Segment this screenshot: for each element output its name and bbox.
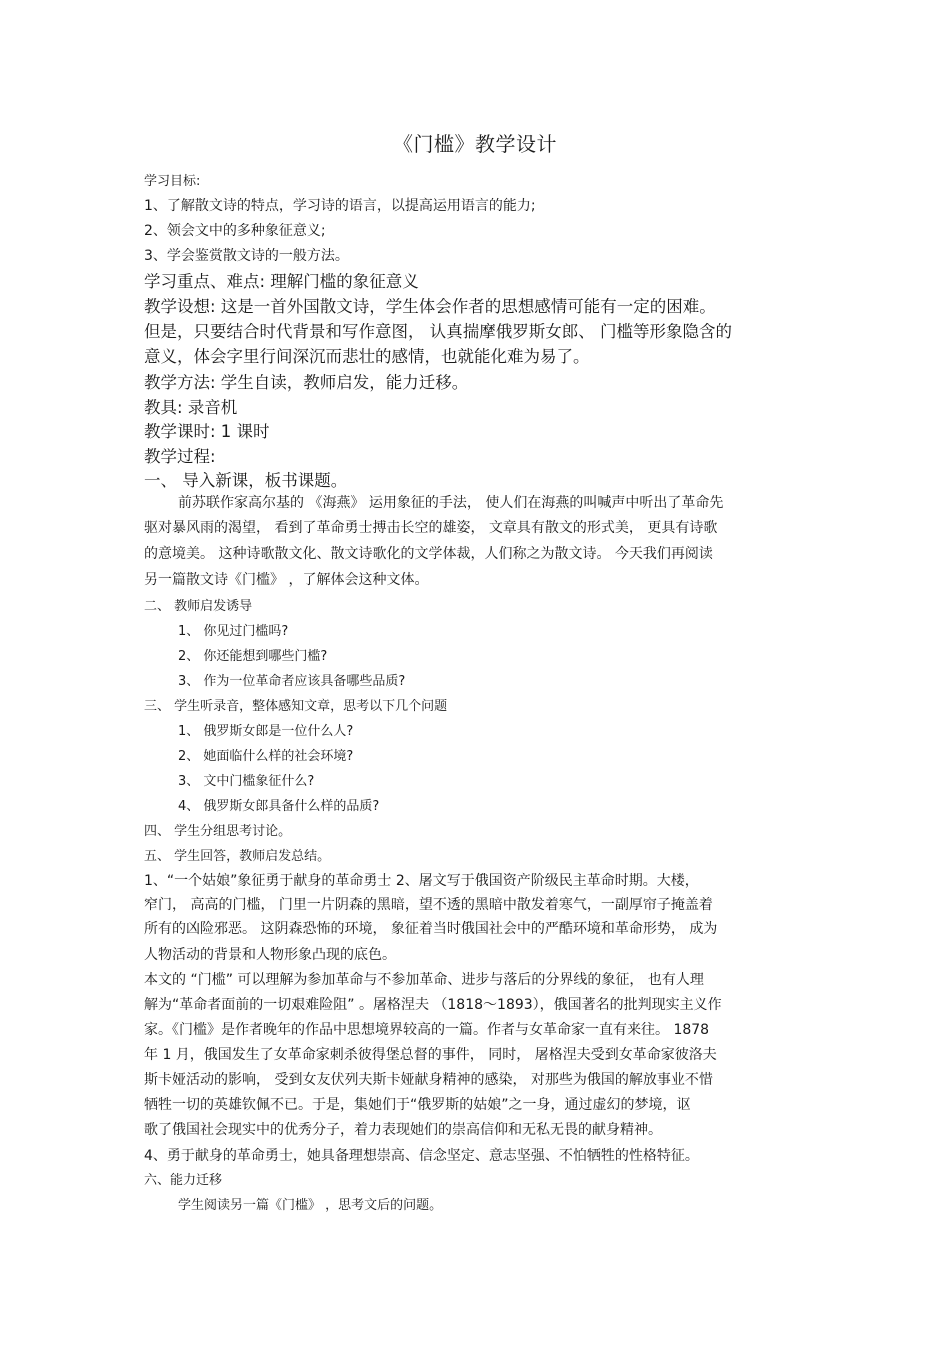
question-2-2: 2、 你还能想到哪些门槛? <box>178 649 328 664</box>
intro-paragraph-line-3: 的意境美。 这种诗歌散文化、散文诗歌化的文学体裁，人们称之为散文诗。 今天我们再阅读 <box>144 546 713 562</box>
answer-line-12: 4、勇于献身的革命勇士，她具备理想崇高、信念坚定、意志坚强、不怕牺牲的性格特征。 <box>144 1148 699 1164</box>
objective-1: 1、了解散文诗的特点，学习诗的语言，以提高运用语言的能力; <box>144 198 536 214</box>
answer-line-4: 人物活动的背景和人物形象凸现的底色。 <box>144 947 396 963</box>
teaching-method: 教学方法: 学生自读，教师启发，能力迁移。 <box>144 373 469 392</box>
section-3-heading: 三、 学生听录音，整体感知文章，思考以下几个问题 <box>144 699 448 714</box>
intro-paragraph-line-1: 前苏联作家高尔基的 《海燕》 运用象征的手法， 使人们在海燕的叫喊声中听出了革命先 <box>178 495 724 511</box>
teaching-idea-line-3: 意义，体会字里行间深沉而悲壮的感情，也就能化难为易了。 <box>144 347 590 366</box>
answer-line-6: 解为“革命者面前的一切艰难险阻” 。屠格涅夫 （1818～1893），俄国著名的批判现实主义作 <box>144 997 722 1013</box>
question-3-1: 1、 俄罗斯女郎是一位什么人? <box>178 724 354 739</box>
answer-line-9: 斯卡娅活动的影响， 受到女友伏列夫斯卡娅献身精神的感染， 对那些为俄国的解放事业不惜 <box>144 1072 713 1088</box>
question-2-3: 3、 作为一位革命者应该具备哪些品质? <box>178 674 406 689</box>
question-2-1: 1、 你见过门槛吗? <box>178 624 289 639</box>
answer-line-11: 歌了俄国社会现实中的优秀分子，着力表现她们的崇高信仰和无私无畏的献身精神。 <box>144 1122 662 1138</box>
teaching-idea-line-2: 但是，只要结合时代背景和写作意图， 认真揣摩俄罗斯女郎、 门槛等形象隐含的 <box>144 322 732 341</box>
question-3-3: 3、 文中门槛象征什么? <box>178 774 315 789</box>
intro-paragraph-line-4: 另一篇散文诗《门槛》 ，了解体会这种文体。 <box>144 572 429 588</box>
teaching-aids: 教具: 录音机 <box>144 398 238 417</box>
section-6-heading: 六、能力迁移 <box>144 1173 223 1188</box>
answer-line-2: 窄门， 高高的门槛， 门里一片阴森的黑暗，望不透的黑暗中散发着寒气，一副厚帘子掩盖着 <box>144 897 713 913</box>
answer-line-7: 家。《门槛》是作者晚年的作品中思想境界较高的一篇。作者与女革命家一直有来往。 1878 <box>144 1022 710 1038</box>
answer-line-1: 1、“一个姑娘”象征勇于献身的革命勇士 2、屠文写于俄国资产阶级民主革命时期。大楼， <box>144 873 699 889</box>
section-2-heading: 二、 教师启发诱导 <box>144 599 253 614</box>
objective-2: 2、领会文中的多种象征意义; <box>144 223 326 239</box>
section-1-heading: 一、 导入新课，板书课题。 <box>144 471 348 490</box>
question-3-4: 4、 俄罗斯女郎具备什么样的品质? <box>178 799 380 814</box>
key-points: 学习重点、难点: 理解门槛的象征意义 <box>144 272 419 291</box>
process-heading: 教学过程: <box>144 447 216 466</box>
teaching-idea-line-1: 教学设想: 这是一首外国散文诗，学生体会作者的思想感情可能有一定的困难。 <box>144 297 716 316</box>
objectives-heading: 学习目标: <box>144 174 201 189</box>
section-4-heading: 四、 学生分组思考讨论。 <box>144 824 292 839</box>
question-3-2: 2、 她面临什么样的社会环境? <box>178 749 354 764</box>
answer-line-8: 年 1 月，俄国发生了女革命家刺杀彼得堡总督的事件， 同时， 屠格涅夫受到女革命家彼洛夫 <box>144 1047 717 1063</box>
section-6-text: 学生阅读另一篇《门槛》 ，思考文后的问题。 <box>178 1198 443 1213</box>
answer-line-5: 本文的 “门槛” 可以理解为参加革命与不参加革命、进步与落后的分界线的象征， 也有人理 <box>144 972 704 988</box>
class-hours: 教学课时: 1 课时 <box>144 422 270 441</box>
document-title: 《门槛》教学设计 <box>393 132 557 156</box>
answer-line-3: 所有的凶险邪恶。 这阴森恐怖的环境， 象征着当时俄国社会中的严酷环境和革命形势， 成为 <box>144 921 718 937</box>
intro-paragraph-line-2: 驱对暴风雨的渴望， 看到了革命勇士搏击长空的雄姿， 文章具有散文的形式美， 更具有诗歌 <box>144 520 718 536</box>
objective-3: 3、学会鉴赏散文诗的一般方法。 <box>144 248 349 264</box>
answer-line-10: 牺牲一切的英雄钦佩不已。于是，集她们于“俄罗斯的姑娘”之一身，通过虚幻的梦境，讴 <box>144 1097 691 1113</box>
section-5-heading: 五、 学生回答，教师启发总结。 <box>144 849 331 864</box>
